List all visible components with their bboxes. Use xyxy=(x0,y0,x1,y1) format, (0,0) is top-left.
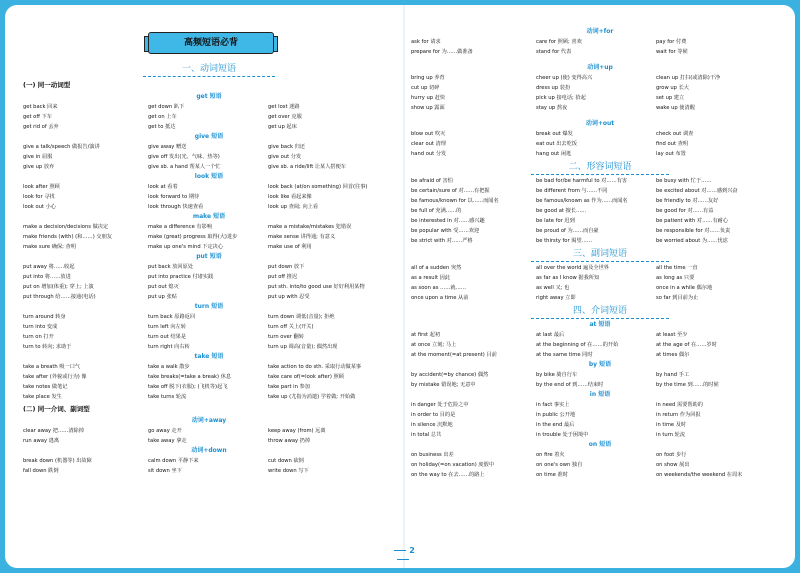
phrase-item: by the time 到……的时候 xyxy=(656,382,719,388)
phrase-item: turn around 转身 xyxy=(23,314,66,320)
phrase-item: in need 需要帮助的 xyxy=(656,402,703,408)
phrase-item: put up with 忍受 xyxy=(268,294,310,300)
phrase-group-down xyxy=(23,456,395,476)
phrase-item: by bike 骑自行车 xyxy=(536,372,578,378)
phrase-item: show up 露面 xyxy=(411,105,445,111)
phrase-item: care for 照顾; 喜欢 xyxy=(536,39,582,45)
phrase-row xyxy=(411,293,789,303)
phrase-item: be proud of 为……而自豪 xyxy=(536,228,599,234)
phrase-item: be interested in 对……感兴趣 xyxy=(411,218,485,224)
page-spine xyxy=(403,5,405,568)
phrase-row xyxy=(23,162,395,172)
phrase-item: get lost 迷路 xyxy=(268,104,300,110)
phrase-item: put away 将……收起 xyxy=(23,264,75,270)
phrase-group-by xyxy=(411,370,789,390)
phrase-item: as well 又; 也 xyxy=(536,285,570,291)
phrase-item: give sb. a hand 帮某人一个忙 xyxy=(148,164,221,170)
phrase-item: take care of(=look after) 照顾 xyxy=(268,374,344,380)
phrase-item: make up one's mind 下定决心 xyxy=(148,244,224,250)
phrase-item: ask for 请求 xyxy=(411,39,441,45)
right-page xyxy=(411,27,789,480)
phrase-row xyxy=(411,47,789,57)
phrase-item: give back 归还 xyxy=(268,144,305,150)
phrase-row xyxy=(23,436,395,446)
phrase-item: be full of 充满……的 xyxy=(411,208,462,214)
phrase-group-give xyxy=(23,142,395,172)
phrase-item: take action to do sth. 采取行动做某事 xyxy=(268,364,362,370)
phrase-group-away xyxy=(23,426,395,446)
phrase-item: put sth. into/to good use 好好利用某物 xyxy=(268,284,365,290)
subsection-title-same-verb: (一) 同一动词型 xyxy=(23,81,71,89)
phrase-item: put into practice 付诸实践 xyxy=(148,274,214,280)
phrase-item: put into 将……放进 xyxy=(23,274,71,280)
phrase-item: as far as I know 据我所知 xyxy=(536,275,600,281)
phrase-item: make a mistake/mistakes 犯错误 xyxy=(268,224,352,230)
phrase-row xyxy=(23,362,395,372)
phrase-item: clear out 清理 xyxy=(411,141,446,147)
phrase-item: turn up 调高(音量); 偶然出现 xyxy=(268,344,338,350)
phrase-item: look out 小心 xyxy=(23,204,56,210)
group-label-give: give 短语 xyxy=(194,133,224,140)
phrase-item: be excited about 对……感到兴奋 xyxy=(656,188,738,194)
phrase-item: get down 趴下 xyxy=(148,104,185,110)
phrase-item: turn over 翻转 xyxy=(268,334,304,340)
phrase-item: look forward to 期待 xyxy=(148,194,200,200)
phrase-item: on time 准时 xyxy=(536,472,568,478)
phrase-item: put up 张贴 xyxy=(148,294,177,300)
phrase-item: as long as 只要 xyxy=(656,275,695,281)
phrase-item: run away 逃离 xyxy=(23,438,60,444)
phrase-item: get up 起床 xyxy=(268,124,297,130)
phrase-item: put back 放回原处 xyxy=(148,264,193,270)
phrase-group-turn xyxy=(23,312,395,352)
phrase-item: give off 发出(光、气味、热等) xyxy=(148,154,220,160)
phrase-item: be bad for/be harmful to 对……有害 xyxy=(536,178,628,184)
phrase-item: take a breath 吸一口气 xyxy=(23,364,81,370)
group-label-make: make 短语 xyxy=(192,213,226,220)
phrase-item: at first 起初 xyxy=(411,332,441,338)
phrase-item: throw away 扔掉 xyxy=(268,438,311,444)
phrase-row xyxy=(411,83,789,93)
phrase-item: at the moment(=at present) 目前 xyxy=(411,352,497,358)
phrase-item: take up (尤指为消遣) 学着做; 开始做 xyxy=(268,394,356,400)
phrase-item: be popular with 受……欢迎 xyxy=(411,228,480,234)
phrase-item: hand out 分发 xyxy=(411,151,447,157)
phrase-group-for xyxy=(411,37,789,57)
section-title-adjective-phrases: 二、形容词短语 xyxy=(411,159,789,176)
phrase-item: in time 及时 xyxy=(656,422,687,428)
phrase-item: look up 查阅; 向上看 xyxy=(268,204,319,210)
phrase-item: stay up 熬夜 xyxy=(536,105,568,111)
phrase-item: wake up 使清醒 xyxy=(656,105,695,111)
phrase-item: be responsible for 对……负责 xyxy=(656,228,731,234)
phrase-group-take xyxy=(23,362,395,402)
phrase-row xyxy=(411,263,789,273)
phrase-item: break down (机器等) 出故障 xyxy=(23,458,92,464)
phrase-item: hang out 闲逛 xyxy=(536,151,572,157)
phrase-row xyxy=(411,186,789,196)
phrase-item: get off 下车 xyxy=(23,114,52,120)
phrase-item: by mistake 错误地; 无意中 xyxy=(411,382,476,388)
phrase-group-make xyxy=(23,222,395,252)
phrase-row xyxy=(23,102,395,112)
phrase-item: on foot 步行 xyxy=(656,452,687,458)
phrase-row xyxy=(23,332,395,342)
phrase-item: look for 寻找 xyxy=(23,194,55,200)
phrase-item: give out 分发 xyxy=(268,154,302,160)
phrase-item: by accident(=by chance) 偶然 xyxy=(411,372,489,378)
section-title-verb-phrases: 一、动词短语 xyxy=(23,61,395,78)
phrase-group-at xyxy=(411,330,789,360)
section-title-preposition-phrases: 四、介词短语 xyxy=(411,303,789,320)
phrase-item: take part in 参加 xyxy=(268,384,310,390)
phrase-item: be certain/sure of 对……有把握 xyxy=(411,188,490,194)
phrase-item: be different from 与……不同 xyxy=(536,188,608,194)
phrase-item: cut down 砍倒 xyxy=(268,458,304,464)
phrase-row xyxy=(411,283,789,293)
phrase-item: be famous/known for 以……而闻名 xyxy=(411,198,499,204)
phrase-item: stand for 代表 xyxy=(536,49,572,55)
phrase-group-get xyxy=(23,102,395,132)
phrase-item: make sure 确保; 查明 xyxy=(23,244,76,250)
phrase-item: be friendly to 对……友好 xyxy=(656,198,719,204)
phrase-item: give sb. a ride/lift 让某人搭便车 xyxy=(268,164,346,170)
phrase-row xyxy=(411,460,789,470)
phrase-item: take notes 做笔记 xyxy=(23,384,68,390)
group-label-out: 动词+out xyxy=(585,120,615,127)
phrase-item: at times 偶尔 xyxy=(656,352,690,358)
phrase-item: check out 调查 xyxy=(656,131,694,137)
phrase-row xyxy=(23,142,395,152)
phrase-item: clean up 打扫(或清除)干净 xyxy=(656,75,721,81)
phrase-row xyxy=(23,466,395,476)
phrase-item: in fact 事实上 xyxy=(536,402,570,408)
phrase-item: once in a while 偶尔地 xyxy=(656,285,713,291)
phrase-row xyxy=(411,129,789,139)
phrase-group-put xyxy=(23,262,395,302)
phrase-item: make (great) progress 取得(大)进步 xyxy=(148,234,238,240)
phrase-row xyxy=(411,410,789,420)
page-number: 2 xyxy=(383,546,423,564)
phrase-item: blow out 吹灭 xyxy=(411,131,446,137)
phrase-item: write down 写下 xyxy=(268,468,309,474)
phrase-item: take turns 轮流 xyxy=(148,394,187,400)
phrase-item: give in 屈服 xyxy=(23,154,53,160)
phrase-item: make friends (with) (和……) 交朋友 xyxy=(23,234,112,240)
group-label-up: 动词+up xyxy=(587,64,613,71)
phrase-item: in order to 目的是 xyxy=(411,412,456,418)
phrase-item: put out 熄灭 xyxy=(148,284,179,290)
phrase-row xyxy=(411,139,789,149)
phrase-row xyxy=(23,202,395,212)
book-spread xyxy=(5,5,795,568)
phrase-row xyxy=(411,273,789,283)
phrase-item: look through 快速查看 xyxy=(148,204,204,210)
phrase-item: in return 作为回报 xyxy=(656,412,701,418)
phrase-item: at the beginning of 在……的开始 xyxy=(536,342,619,348)
phrase-item: get on 上车 xyxy=(148,114,177,120)
phrase-item: on fire 着火 xyxy=(536,452,565,458)
phrase-row xyxy=(23,342,395,352)
phrase-item: turn on 打开 xyxy=(23,334,54,340)
phrase-item: get rid of 丢弃 xyxy=(23,124,59,130)
phrase-item: look back (at/on something) 回首(往事) xyxy=(268,184,368,190)
phrase-row xyxy=(23,456,395,466)
phrase-item: make a decision/decisions 做决定 xyxy=(23,224,109,230)
group-label-at: at 短语 xyxy=(589,321,611,328)
phrase-item: pay for 付费 xyxy=(656,39,687,45)
phrase-item: turn down 调低(音量); 拒绝 xyxy=(268,314,335,320)
phrase-item: make a difference 有影响 xyxy=(148,224,212,230)
phrase-item: all over the world 遍及全世界 xyxy=(536,265,609,271)
phrase-item: give a talk/speech 做报告/演讲 xyxy=(23,144,100,150)
phrase-item: on holiday(=on vacation) 度假中 xyxy=(411,462,494,468)
phrase-item: in public 公开地 xyxy=(536,412,576,418)
phrase-item: find out 查明 xyxy=(656,141,689,147)
phrase-row xyxy=(411,196,789,206)
phrase-item: in the end 最后 xyxy=(536,422,575,428)
phrase-item: keep away (from) 远离 xyxy=(268,428,326,434)
group-label-away: 动词+away xyxy=(191,417,227,424)
phrase-item: put down 放下 xyxy=(268,264,305,270)
phrase-row xyxy=(411,420,789,430)
phrase-item: take off 脱下(衣服); (飞机等)起飞 xyxy=(148,384,228,390)
phrase-item: clear away 把……清除掉 xyxy=(23,428,84,434)
phrase-row xyxy=(411,430,789,440)
section-title-adverb-phrases: 三、副词短语 xyxy=(411,246,789,263)
phrase-row xyxy=(23,192,395,202)
phrase-item: by hand 手工 xyxy=(656,372,690,378)
phrase-item: get over 克服 xyxy=(268,114,302,120)
phrase-item: by the end of 到……结束时 xyxy=(536,382,604,388)
phrase-item: on weekends/the weekend 在周末 xyxy=(656,472,743,478)
phrase-item: turn left 向左转 xyxy=(148,324,186,330)
phrase-item: on one's own 独自 xyxy=(536,462,583,468)
phrase-row xyxy=(411,400,789,410)
phrase-row xyxy=(411,216,789,226)
phrase-item: be good for 对……有益 xyxy=(656,208,714,214)
phrase-item: dress up 装扮 xyxy=(536,85,571,91)
phrase-row xyxy=(411,350,789,360)
phrase-item: be famous/known as 作为……而闻名 xyxy=(536,198,628,204)
phrase-item: break out 爆发 xyxy=(536,131,573,137)
phrase-row xyxy=(411,206,789,216)
group-label-put: put 短语 xyxy=(196,253,222,260)
left-page xyxy=(23,61,395,476)
phrase-item: make use of 利用 xyxy=(268,244,312,250)
phrase-item: look like 看起来像 xyxy=(268,194,312,200)
phrase-item: at least 至少 xyxy=(656,332,688,338)
phrase-row xyxy=(23,272,395,282)
phrase-item: in silence 沉默地 xyxy=(411,422,453,428)
subsection-title-same-particle: (二) 同一介词、副词型 xyxy=(23,405,90,413)
phrase-item: bring up 养育 xyxy=(411,75,445,81)
phrase-item: grow up 长大 xyxy=(656,85,689,91)
phrase-item: put through 给……接通(电话) xyxy=(23,294,96,300)
phrase-item: get to 抵达 xyxy=(148,124,176,130)
phrase-item: in danger 处于危险之中 xyxy=(411,402,469,408)
phrase-item: be worried about 为……忧虑 xyxy=(656,238,728,244)
phrase-row xyxy=(23,182,395,192)
phrase-item: take place 发生 xyxy=(23,394,62,400)
phrase-group-on xyxy=(411,450,789,480)
phrase-item: look after 照顾 xyxy=(23,184,60,190)
phrase-item: as a result 因此 xyxy=(411,275,451,281)
group-label-for: 动词+for xyxy=(586,28,614,35)
phrase-item: turn into 变成 xyxy=(23,324,58,330)
banner-title: 高频短语必背 xyxy=(148,32,274,54)
phrase-item: calm down 平静下来 xyxy=(148,458,199,464)
phrase-row xyxy=(411,340,789,350)
phrase-item: in total 总共 xyxy=(411,432,442,438)
phrase-item: prepare for 为……做准备 xyxy=(411,49,473,55)
phrase-item: make sense 讲得通; 有意义 xyxy=(268,234,336,240)
phrase-item: give away 赠送 xyxy=(148,144,187,150)
phrase-row xyxy=(411,37,789,47)
phrase-group-adverb xyxy=(411,263,789,303)
phrase-row xyxy=(23,242,395,252)
phrase-group-adjective xyxy=(411,176,789,246)
phrase-item: turn back 原路返回 xyxy=(148,314,196,320)
phrase-item: on show 展出 xyxy=(656,462,690,468)
phrase-row xyxy=(23,372,395,382)
phrase-row xyxy=(411,226,789,236)
phrase-item: pick up 接电话; 拾起 xyxy=(536,95,586,101)
phrase-item: turn to 转向; 求助于 xyxy=(23,344,72,350)
phrase-item: be afraid of 害怕 xyxy=(411,178,453,184)
phrase-item: turn right 向右转 xyxy=(148,344,190,350)
phrase-row xyxy=(23,312,395,322)
phrase-row xyxy=(411,236,789,246)
phrase-item: as soon as ……就…… xyxy=(411,285,466,291)
phrase-row xyxy=(23,232,395,242)
group-label-take: take 短语 xyxy=(194,353,224,360)
phrase-row xyxy=(411,330,789,340)
phrase-item: on the way to 在去……的路上 xyxy=(411,472,485,478)
phrase-item: be patient with 对……有耐心 xyxy=(656,218,729,224)
phrase-row xyxy=(23,122,395,132)
phrase-row xyxy=(411,73,789,83)
phrase-item: sit down 坐下 xyxy=(148,468,182,474)
phrase-row xyxy=(23,292,395,302)
phrase-item: put off 推迟 xyxy=(268,274,298,280)
phrase-item: cheer up (使) 变得高兴 xyxy=(536,75,593,81)
phrase-row xyxy=(23,322,395,332)
phrase-item: be strict with 对……严格 xyxy=(411,238,473,244)
phrase-row xyxy=(23,282,395,292)
phrase-item: wait for 等候 xyxy=(656,49,688,55)
phrase-item: all of a sudden 突然 xyxy=(411,265,462,271)
group-label-on: on 短语 xyxy=(588,441,612,448)
group-label-turn: turn 短语 xyxy=(194,303,224,310)
phrase-group-in xyxy=(411,400,789,440)
phrase-item: so far 到目前为止 xyxy=(656,295,699,301)
phrase-item: once upon a time 从前 xyxy=(411,295,469,301)
phrase-item: turn off 关上(开关) xyxy=(268,324,314,330)
phrase-row xyxy=(411,93,789,103)
phrase-row xyxy=(23,112,395,122)
phrase-item: be busy with 忙于…… xyxy=(656,178,712,184)
phrase-item: hurry up 赶快 xyxy=(411,95,446,101)
group-label-down: 动词+down xyxy=(191,447,227,454)
phrase-item: put on 增加(体重); 穿上; 上演 xyxy=(23,284,94,290)
phrase-item: in turn 轮流 xyxy=(656,432,686,438)
phrase-item: give up 放弃 xyxy=(23,164,55,170)
phrase-item: at once 立刻; 马上 xyxy=(411,342,457,348)
phrase-item: all the time 一直 xyxy=(656,265,698,271)
phrase-item: fall down 跌倒 xyxy=(23,468,59,474)
group-label-get: get 短语 xyxy=(196,93,222,100)
phrase-item: be good at 擅长…… xyxy=(536,208,587,214)
phrase-item: take away 拿走 xyxy=(148,438,187,444)
phrase-item: right away 立即 xyxy=(536,295,576,301)
phrase-row xyxy=(23,382,395,392)
phrase-group-look xyxy=(23,182,395,212)
phrase-item: be late for 迟到 xyxy=(536,218,575,224)
group-label-in: in 短语 xyxy=(589,391,611,398)
phrase-item: take breaks(=take a break) 休息 xyxy=(148,374,232,380)
phrase-row xyxy=(23,222,395,232)
group-label-look: look 短语 xyxy=(194,173,224,180)
phrase-item: get back 回来 xyxy=(23,104,58,110)
phrase-row xyxy=(23,392,395,402)
phrase-item: cut up 切碎 xyxy=(411,85,440,91)
phrase-item: at last 最后 xyxy=(536,332,565,338)
phrase-item: take a walk 散步 xyxy=(148,364,190,370)
phrase-group-out xyxy=(411,129,789,159)
phrase-item: at the age of 在……岁时 xyxy=(656,342,717,348)
phrase-row xyxy=(411,380,789,390)
phrase-item: set up 建立 xyxy=(656,95,685,101)
phrase-item: lay out 布置 xyxy=(656,151,686,157)
phrase-row xyxy=(23,426,395,436)
phrase-item: in trouble 处于困境中 xyxy=(536,432,589,438)
phrase-item: go away 走开 xyxy=(148,428,182,434)
phrase-item: look at 看着 xyxy=(148,184,178,190)
group-label-by: by 短语 xyxy=(588,361,612,368)
phrase-item: take after (外貌或行为) 像 xyxy=(23,374,87,380)
phrase-item: at the same time 同时 xyxy=(536,352,593,358)
phrase-item: be thirsty for 渴望…… xyxy=(536,238,593,244)
phrase-item: eat out 出去吃饭 xyxy=(536,141,577,147)
phrase-row xyxy=(411,176,789,186)
phrase-row xyxy=(411,370,789,380)
phrase-row xyxy=(411,450,789,460)
phrase-row xyxy=(411,470,789,480)
phrase-group-up xyxy=(411,73,789,113)
phrase-item: on business 出差 xyxy=(411,452,454,458)
phrase-row xyxy=(411,149,789,159)
phrase-row xyxy=(23,152,395,162)
phrase-row xyxy=(23,262,395,272)
phrase-item: turn out 结果是 xyxy=(148,334,187,340)
phrase-row xyxy=(411,103,789,113)
